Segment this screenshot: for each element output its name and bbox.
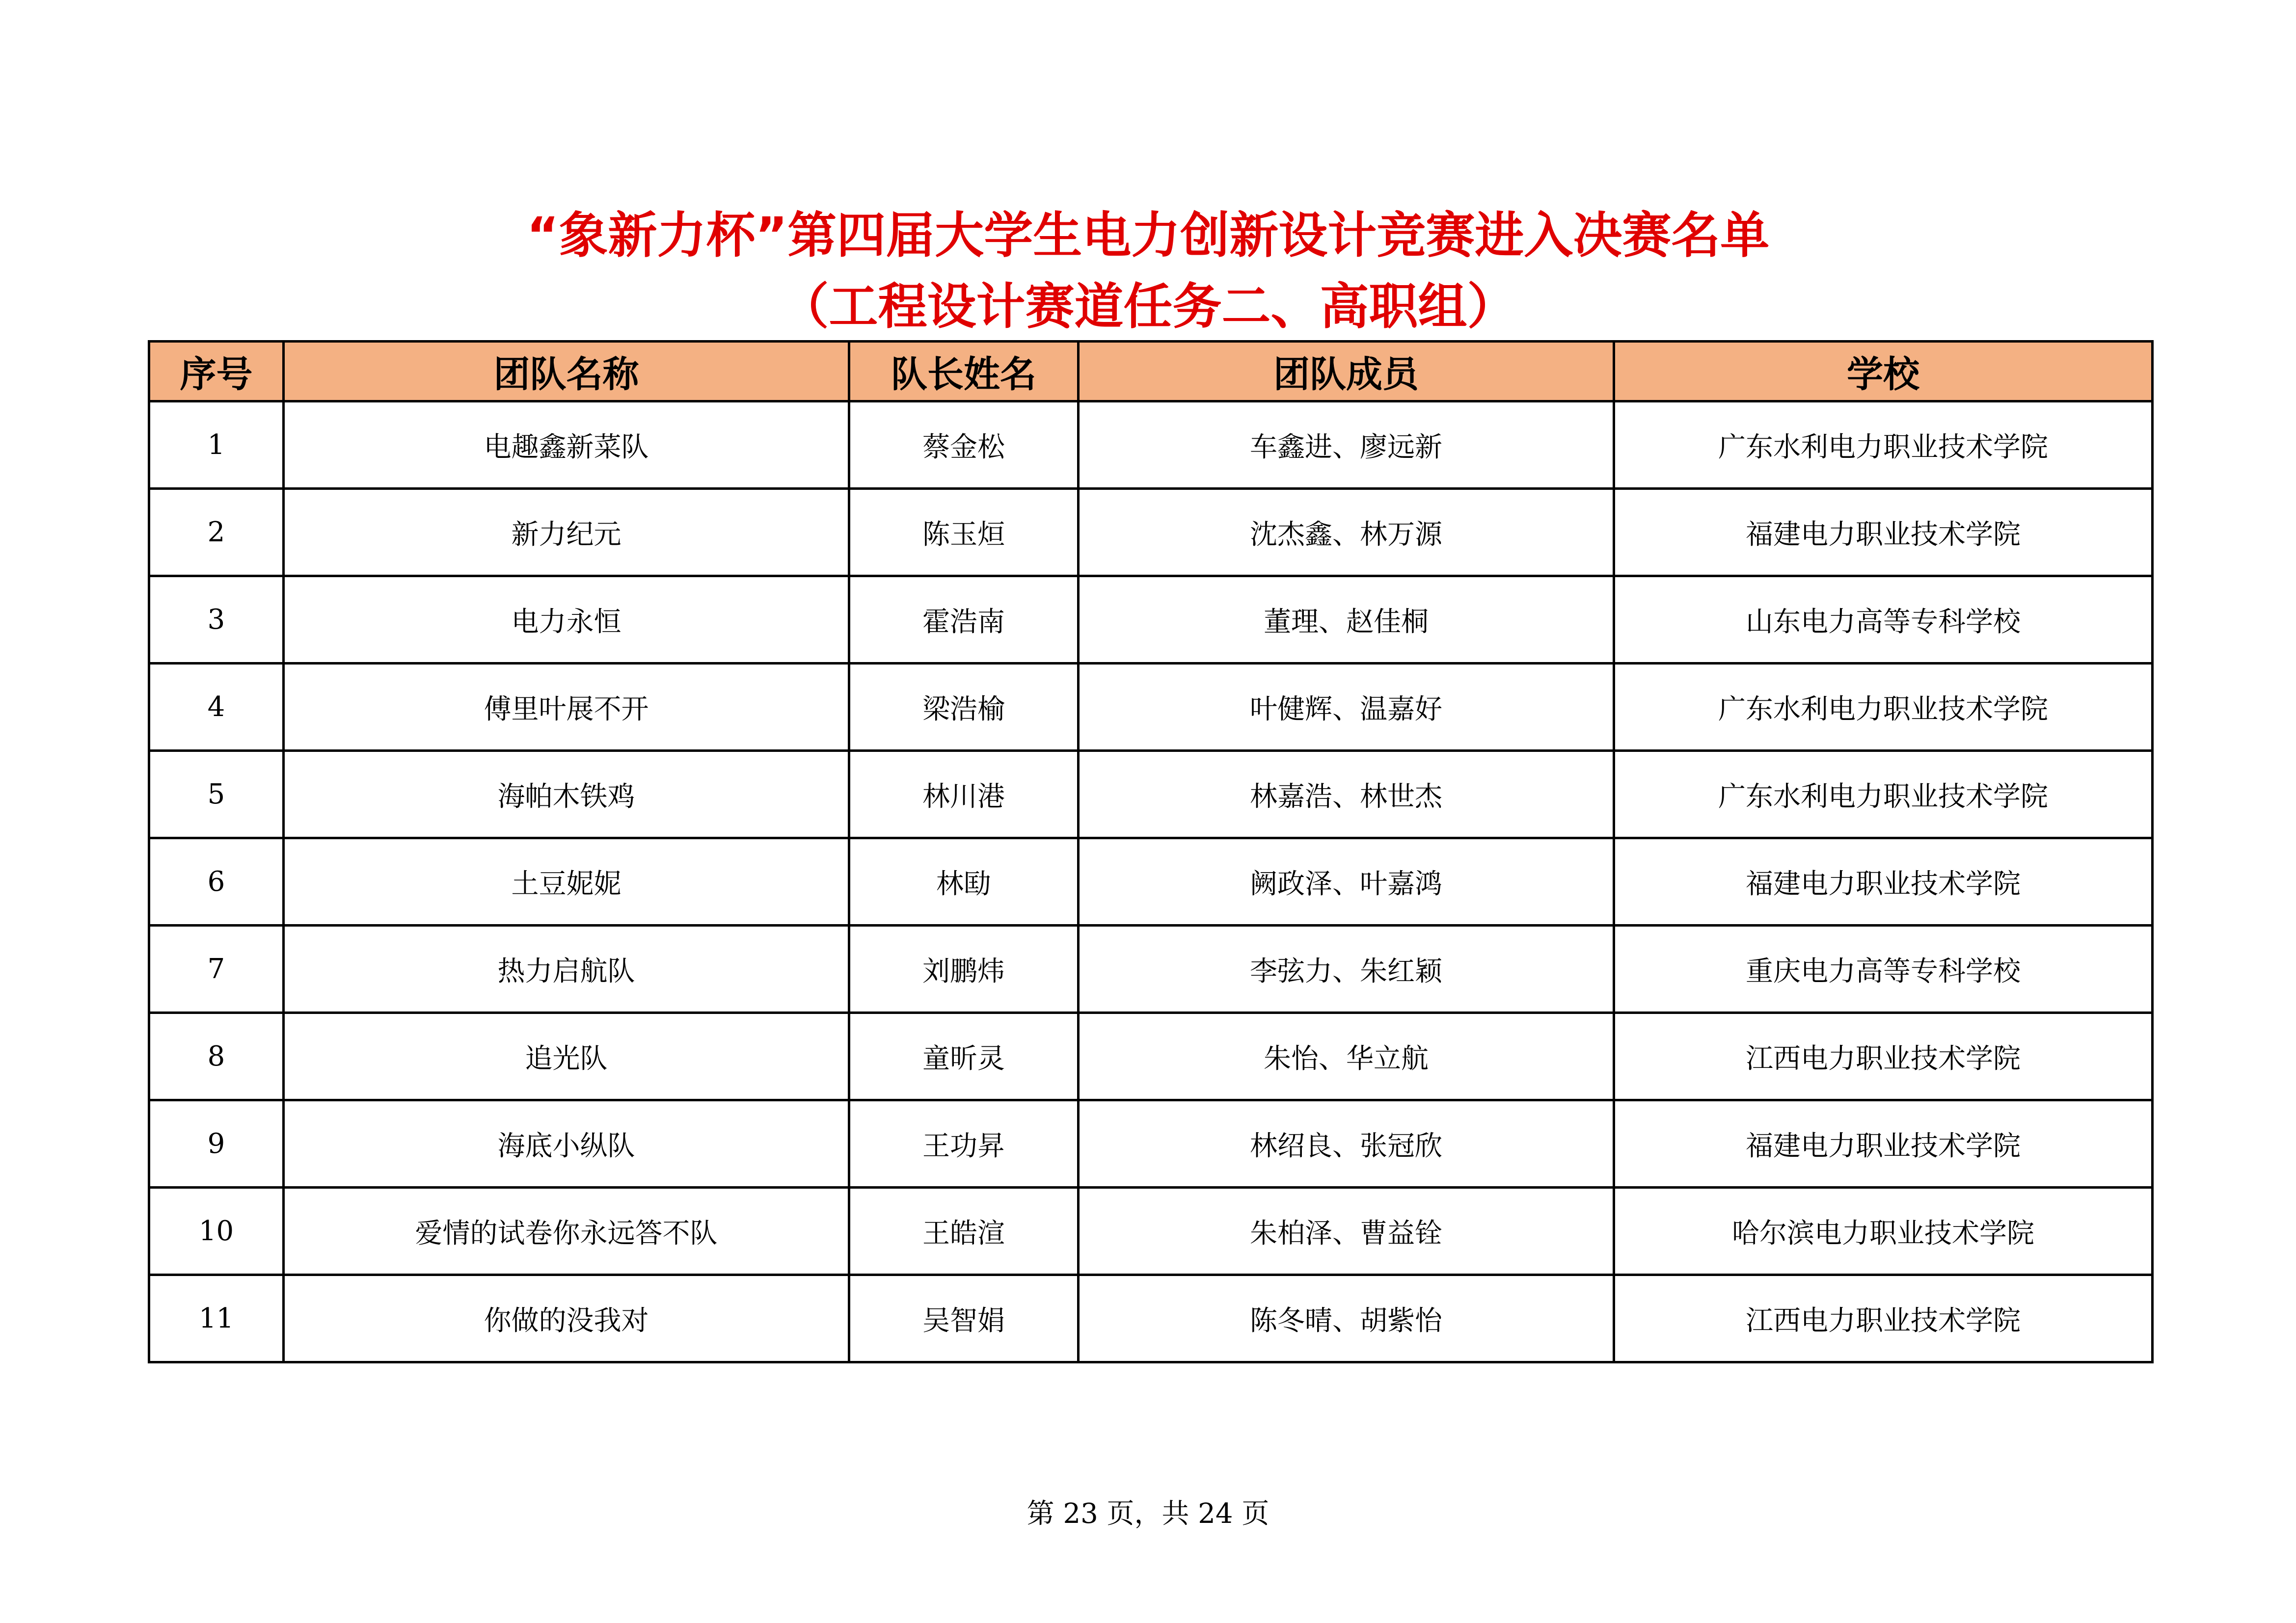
table-row bbox=[149, 1100, 2153, 1188]
cell-members: 朱怡、华立航 bbox=[1079, 1013, 1614, 1100]
cell-captain: 王皓渲 bbox=[849, 1188, 1079, 1275]
cell-captain: 刘鹏炜 bbox=[849, 926, 1079, 1013]
header-school: 学校 bbox=[1614, 342, 2153, 401]
cell-captain: 林川港 bbox=[849, 751, 1079, 838]
cell-team-name: 海帕木铁鸡 bbox=[284, 751, 849, 838]
cell-captain: 梁浩榆 bbox=[849, 664, 1079, 751]
cell-captain: 霍浩南 bbox=[849, 576, 1079, 664]
finalist-table bbox=[148, 340, 2154, 1363]
cell-members: 李弦力、朱红颖 bbox=[1079, 926, 1614, 1013]
document-subtitle: （工程设计赛道任务二、高职组） bbox=[780, 278, 1516, 335]
cell-index: 8 bbox=[149, 1013, 284, 1100]
cell-index: 5 bbox=[149, 751, 284, 838]
cell-team-name: 电力永恒 bbox=[284, 576, 849, 664]
cell-members: 朱柏泽、曹益铨 bbox=[1079, 1188, 1614, 1275]
cell-members: 阙政泽、叶嘉鸿 bbox=[1079, 838, 1614, 926]
cell-members: 董理、赵佳桐 bbox=[1079, 576, 1614, 664]
header-team-name: 团队名称 bbox=[284, 342, 849, 401]
table-header-row bbox=[149, 342, 2153, 401]
cell-school: 福建电力职业技术学院 bbox=[1614, 1100, 2153, 1188]
table-row bbox=[149, 489, 2153, 576]
table-row bbox=[149, 838, 2153, 926]
cell-index: 6 bbox=[149, 838, 284, 926]
cell-school: 江西电力职业技术学院 bbox=[1614, 1013, 2153, 1100]
cell-team-name: 爱情的试卷你永远答不队 bbox=[284, 1188, 849, 1275]
cell-index: 1 bbox=[149, 401, 284, 489]
cell-school: 广东水利电力职业技术学院 bbox=[1614, 401, 2153, 489]
cell-school: 广东水利电力职业技术学院 bbox=[1614, 751, 2153, 838]
cell-captain: 童昕灵 bbox=[849, 1013, 1079, 1100]
cell-members: 车鑫进、廖远新 bbox=[1079, 401, 1614, 489]
cell-team-name: 追光队 bbox=[284, 1013, 849, 1100]
cell-team-name: 新力纪元 bbox=[284, 489, 849, 576]
cell-index: 11 bbox=[149, 1275, 284, 1362]
header-index: 序号 bbox=[149, 342, 284, 401]
table-row bbox=[149, 1188, 2153, 1275]
cell-members: 林嘉浩、林世杰 bbox=[1079, 751, 1614, 838]
cell-index: 4 bbox=[149, 664, 284, 751]
cell-captain: 蔡金松 bbox=[849, 401, 1079, 489]
cell-team-name: 土豆妮妮 bbox=[284, 838, 849, 926]
cell-team-name: 海底小纵队 bbox=[284, 1100, 849, 1188]
cell-captain: 王功昇 bbox=[849, 1100, 1079, 1188]
cell-members: 叶健辉、温嘉好 bbox=[1079, 664, 1614, 751]
header-captain: 队长姓名 bbox=[849, 342, 1079, 401]
cell-school: 广东水利电力职业技术学院 bbox=[1614, 664, 2153, 751]
cell-captain: 吴智娟 bbox=[849, 1275, 1079, 1362]
cell-index: 9 bbox=[149, 1100, 284, 1188]
page-number: 第 23 页，共 24 页 bbox=[1026, 1498, 1270, 1530]
cell-school: 哈尔滨电力职业技术学院 bbox=[1614, 1188, 2153, 1275]
table-row bbox=[149, 1013, 2153, 1100]
cell-school: 福建电力职业技术学院 bbox=[1614, 489, 2153, 576]
cell-members: 陈冬晴、胡紫怡 bbox=[1079, 1275, 1614, 1362]
cell-members: 沈杰鑫、林万源 bbox=[1079, 489, 1614, 576]
cell-school: 重庆电力高等专科学校 bbox=[1614, 926, 2153, 1013]
cell-members: 林绍良、张冠欣 bbox=[1079, 1100, 1614, 1188]
table-row bbox=[149, 576, 2153, 664]
cell-index: 3 bbox=[149, 576, 284, 664]
table-row bbox=[149, 401, 2153, 489]
cell-team-name: 电趣鑫新菜队 bbox=[284, 401, 849, 489]
cell-captain: 陈玉烜 bbox=[849, 489, 1079, 576]
cell-team-name: 热力启航队 bbox=[284, 926, 849, 1013]
cell-index: 7 bbox=[149, 926, 284, 1013]
header-members: 团队成员 bbox=[1079, 342, 1614, 401]
document-title: “象新力杯”第四届大学生电力创新设计竞赛进入决赛名单 bbox=[526, 207, 1770, 264]
table-row bbox=[149, 751, 2153, 838]
cell-team-name: 傅里叶展不开 bbox=[284, 664, 849, 751]
cell-index: 2 bbox=[149, 489, 284, 576]
table-row bbox=[149, 664, 2153, 751]
table-row bbox=[149, 1275, 2153, 1362]
cell-school: 福建电力职业技术学院 bbox=[1614, 838, 2153, 926]
cell-captain: 林劻 bbox=[849, 838, 1079, 926]
cell-school: 江西电力职业技术学院 bbox=[1614, 1275, 2153, 1362]
cell-index: 10 bbox=[149, 1188, 284, 1275]
table-row bbox=[149, 926, 2153, 1013]
cell-school: 山东电力高等专科学校 bbox=[1614, 576, 2153, 664]
cell-team-name: 你做的没我对 bbox=[284, 1275, 849, 1362]
